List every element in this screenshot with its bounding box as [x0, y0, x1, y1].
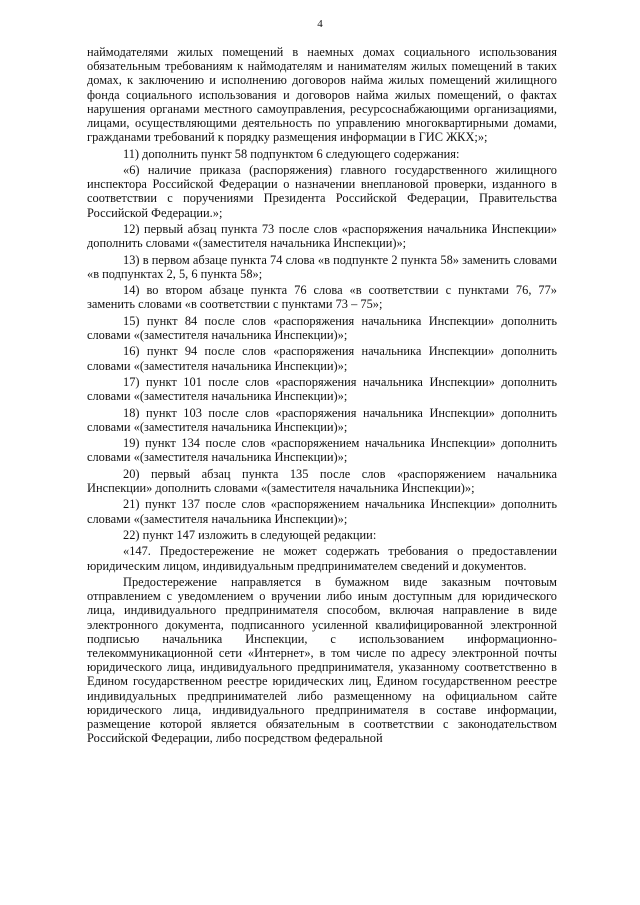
paragraph: 22) пункт 147 изложить в следующей редакции:	[123, 527, 377, 542]
paragraph: 11) дополнить пункт 58 подпунктом 6 следующего содержания:	[123, 146, 460, 161]
paragraph: 13) в первом абзаце пункта 74 слова «в подпункте 2 пункта 58» заменить словами «в подпунктах 2, 5, 6 пункта 58»;	[87, 252, 557, 281]
paragraph: 20) первый абзац пункта 135 после слов «распоряжением начальника Инспекции» дополнить словами «(заместителя начальника Инспекции)»;	[87, 466, 557, 495]
paragraph: «6) наличие приказа (распоряжения) главного государственного жилищного инспектора Российской Федерации о назначении внеплановой проверки, изданного в соответствии с поручениями Президента Российской Федерации, Правительства Российской Федерации.»;	[87, 163, 557, 220]
document-body	[87, 45, 557, 748]
paragraph: 15) пункт 84 после слов «распоряжения начальника Инспекции» дополнить словами «(заместителя начальника Инспекции)»;	[87, 313, 557, 342]
paragraph: 21) пункт 137 после слов «распоряжением начальника Инспекции» дополнить словами «(заместителя начальника Инспекции)»;	[87, 497, 557, 526]
page-number: 4	[317, 18, 323, 30]
paragraph: «147. Предостережение не может содержать требования о предоставлении юридическим лицом, индивидуальным предпринимателем сведений и документов.	[87, 544, 557, 573]
paragraph: наймодателями жилых помещений в наемных домах социального использования обязательным требованиям к наймодателям и нанимателям жилых помещений в таких домах, к заключению и исполнению договоров найма жилых помещений жилищного фонда социального использования и договоров найма жилых помещений, о фактах нарушения органами местного самоуправления, ресурсоснабжающими организациями, лицами, осуществляющими деятельность по управлению многоквартирными домами, гражданами требований к порядку размещения информации в ГИС ЖКХ;»;	[87, 45, 557, 145]
paragraph: 12) первый абзац пункта 73 после слов «распоряжения начальника Инспекции» дополнить словами «(заместителя начальника Инспекции)»;	[87, 222, 557, 251]
paragraph: 18) пункт 103 после слов «распоряжения начальника Инспекции» дополнить словами «(заместителя начальника Инспекции)»;	[87, 405, 557, 434]
paragraph: 17) пункт 101 после слов «распоряжения начальника Инспекции» дополнить словами «(заместителя начальника Инспекции)»;	[87, 374, 557, 404]
paragraph: Предостережение направляется в бумажном виде заказным почтовым отправлением с уведомлением о вручении либо иным доступным для юридического лица, индивидуального предпринимателя способом, включая направление в виде электронного документа, подписанного усиленной квалифицированной электронной подписью начальника Инспекции, с использованием информационно-телекоммуникационной сети «Интернет», в том числе по адресу электронной почты юридического лица, индивидуального предпринимателя, указанному соответственно в Едином государственном реестре юридических лиц, Едином государственном реестре индивидуальных предпринимателей либо размещенному на официальном сайте юридического лица, индивидуального предпринимателя в составе информации, размещение которой является обязательным в соответствии с законодательством Российской Федерации, либо посредством федеральной	[87, 574, 557, 746]
paragraph: 14) во втором абзаце пункта 76 слова «в соответствии с пунктами 76, 77» заменить словами «в соответствии с пунктами 73 – 75»;	[87, 283, 557, 312]
paragraph: 16) пункт 94 после слов «распоряжения начальника Инспекции» дополнить словами «(заместителя начальника Инспекции)»;	[87, 344, 557, 373]
paragraph: 19) пункт 134 после слов «распоряжением начальника Инспекции» дополнить словами «(заместителя начальника Инспекции)»;	[87, 436, 557, 465]
